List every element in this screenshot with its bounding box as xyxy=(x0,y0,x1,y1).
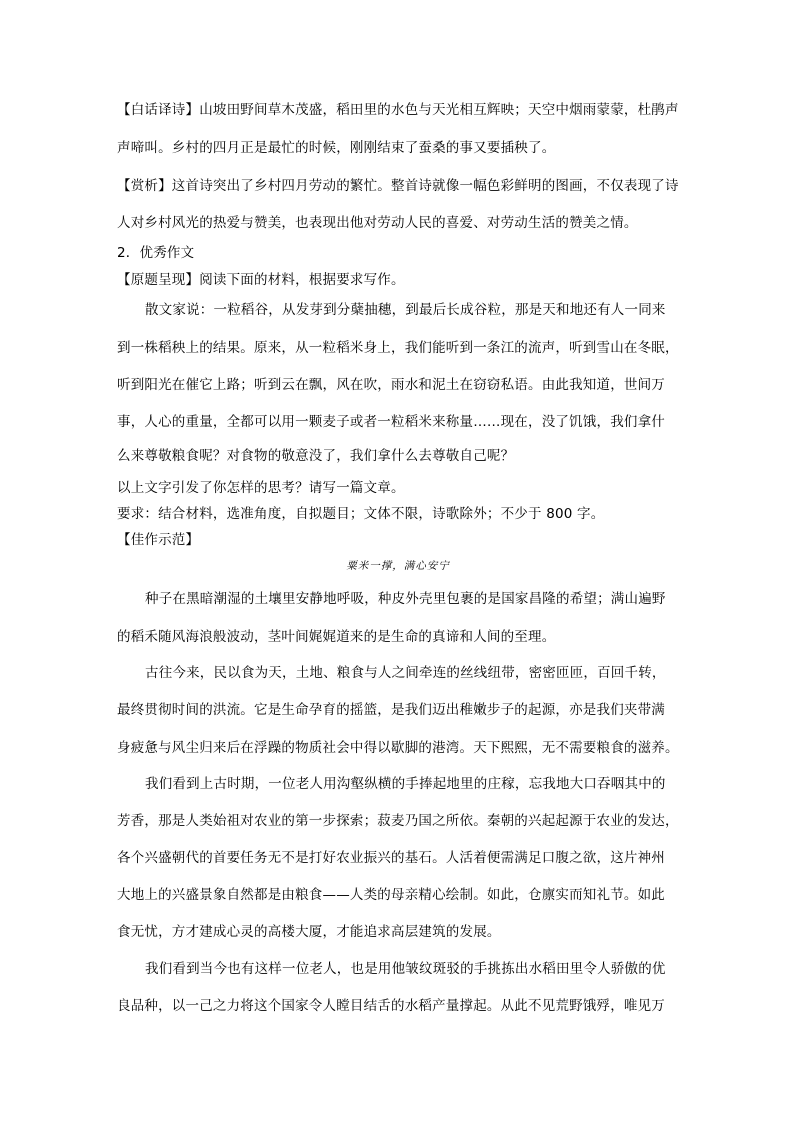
material-line-1: 散文家说：一粒稻谷，从发芽到分蘖抽穗，到最后长成谷粒，那是天和地还有人一同来 xyxy=(145,302,666,318)
material-line-4: 事，人心的重量，全都可以用一颗麦子或者一粒稻米来称量……现在，没了饥饿，我们拿什 xyxy=(117,414,665,430)
essay-p1-line-1: 种子在黑暗潮湿的土壤里安静地呼吸，种皮外壳里包裹的是国家昌隆的希望；满山遍野 xyxy=(145,591,666,607)
essay-p3-line-4: 大地上的兴盛景象自然都是由粮食——人类的母亲精心绘制。如此，仓廪实而知礼节。如此 xyxy=(117,887,665,903)
essay-p4-line-1: 我们看到当今也有这样一位老人，也是用他皱纹斑驳的手挑拣出水稻田里令人骄傲的优 xyxy=(145,961,666,977)
essay-p3-line-1: 我们看到上古时期，一位老人用沟壑纵横的手捧起地里的庄稼，忘我地大口吞咽其中的 xyxy=(145,776,666,792)
essay-p3-line-5: 食无忧，方才建成心灵的高楼大厦，才能追求高层建筑的发展。 xyxy=(117,924,501,940)
material-line-2: 到一株稻秧上的结果。原来，从一粒稻米身上，我们能听到一条江的流声，听到雪山在冬眠， xyxy=(117,340,679,356)
essay-p2-line-1: 古往今来，民以食为天，土地、粮食与人之间牵连的丝线纽带，密密匝匝，百回千转， xyxy=(145,665,666,681)
translation-line-2: 声啼叫。乡村的四月正是最忙的时候，刚刚结束了蚕桑的事又要插秧了。 xyxy=(117,140,556,156)
original-prompt: 【原题呈现】阅读下面的材料，根据要求写作。 xyxy=(117,272,405,288)
requirements: 要求：结合材料，选准角度，自拟题目；文体不限，诗歌除外；不少于 800 字。 xyxy=(117,506,605,522)
essay-p2-line-3: 身疲惫与风尘归来后在浮躁的物质社会中得以歇脚的港湾。天下熙熙，无不需要粮食的滋养。 xyxy=(117,740,679,756)
appreciation-line-1: 【赏析】这首诗突出了乡村四月劳动的繁忙。整首诗就像一幅色彩鲜明的图画，不仅表现了诗 xyxy=(117,178,679,194)
example-heading: 【佳作示范】 xyxy=(117,532,200,548)
essay-p4-line-2: 良品种，以一己之力将这个国家令人瞠目结舌的水稻产量撑起。从此不见荒野饿殍，唯见万 xyxy=(117,998,665,1014)
material-line-3: 听到阳光在催它上路；听到云在飘，风在吹，雨水和泥土在窃窃私语。由此我知道，世间万 xyxy=(117,377,665,393)
appreciation-line-2: 人对乡村风光的热爱与赞美，也表现出他对劳动人民的喜爱、对劳动生活的赞美之情。 xyxy=(117,215,638,231)
essay-p1-line-2: 的稻禾随风海浪般波动，茎叶间娓娓道来的是生命的真谛和人间的至理。 xyxy=(117,629,556,645)
instruction: 以上文字引发了你怎样的思考？请写一篇文章。 xyxy=(117,480,405,496)
essay-p3-line-2: 芳香，那是人类始祖对农业的第一步探索；菽麦乃国之所依。秦朝的兴起起源于农业的发达， xyxy=(117,813,679,829)
translation-line-1: 【白话译诗】山坡田野间草木茂盛，稻田里的水色与天光相互辉映；天空中烟雨蒙蒙，杜鹃声 xyxy=(117,102,679,118)
essay-p2-line-2: 最终贯彻时间的洪流。它是生命孕育的摇篮，是我们迈出稚嫩步子的起源，亦是我们夹带满 xyxy=(117,702,665,718)
essay-title: 粟米一撑，满心安宁 xyxy=(346,560,450,572)
essay-p3-line-3: 各个兴盛朝代的首要任务无不是打好农业振兴的基石。人活着便需满足口腹之欲，这片神州 xyxy=(117,850,665,866)
material-line-5: 么来尊敬粮食呢？对食物的敬意没了，我们拿什么去尊敬自己呢？ xyxy=(117,448,515,464)
section-heading: 2．优秀作文 xyxy=(117,245,195,261)
